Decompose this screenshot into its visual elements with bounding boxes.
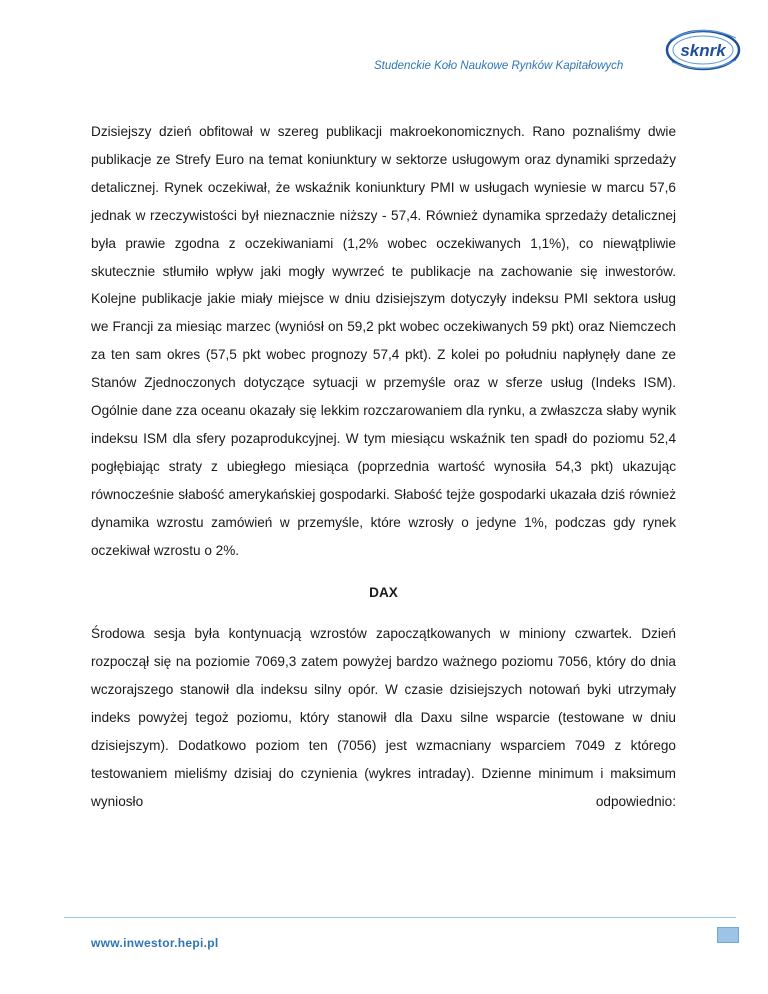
footer-divider xyxy=(64,917,736,918)
section-heading-dax: DAX xyxy=(369,584,398,600)
page-number-box xyxy=(717,927,739,943)
paragraph-dax: Środowa sesja była kontynuacją wzrostów zapoczątkowanych w miniony czwartek. Dzień rozpoczął się na poziomie 7069,3 zatem powyżej bardzo ważnego poziomu 7056, który do dnia wczorajszego stanowił dla indeksu silny opór. W czasie dzisiejszych notowań byki utrzymały indeks powyżej tegoż poziomu, który stanowił dla Daxu silne wsparcie (testowane w dniu dzisiejszym). Dodatkowo poziom ten (7056) jest wzmacniany wsparciem 7049 z którego testowaniem mieliśmy dzisiaj do czynienia (wykres intraday). Dzienne minimum i maksimum wyniosło odpowiednio: xyxy=(91,626,676,809)
footer-url[interactable]: www.inwestor.hepi.pl xyxy=(91,936,219,950)
paragraph-macro: Dzisiejszy dzień obfitował w szereg publikacji makroekonomicznych. Rano poznaliśmy dwie publikacje ze Strefy Euro na temat koniunktury w sektorze usługowym oraz dynamiki sprzedaży detalicznej. Rynek oczekiwał, że wskaźnik koniunktury PMI w usługach wyniesie w marcu 57,6 jednak w rzeczywistości był nieznacznie niższy - 57,4. Również dynamika sprzedaży detalicznej była prawie zgodna z oczekiwaniami (1,2% wobec oczekiwanych 1,1%), co niewątpliwie skutecznie stłumiło wpływ jaki mogły wywrzeć te publikacje na zachowanie się inwestorów. Kolejne publikacje jakie miały miejsce w dniu dzisiejszym dotyczyły indeksu PMI sektora usług we Francji za miesiąc marzec (wyniósł on 59,2 pkt wobec oczekiwanych 59 pkt) oraz Niemczech za ten sam okres (57,5 pkt wobec prognozy 57,4 pkt). Z kolei po południu napłynęły dane ze Stanów Zjednoczonych dotyczące sytuacji w przemyśle oraz w sferze usług (Indeks ISM). Ogólnie dane zza oceanu okazały się lekkim rozczarowaniem dla rynku, a zwłaszcza słaby wynik indeksu ISM dla sfery pozaprodukcyjnej. W tym miesiącu wskaźnik ten spadł do poziomu 52,4 pogłębiając straty z ubiegłego miesiąca (poprzednia wartość wynosiła 54,3 pkt) ukazując równocześnie słabość amerykańskiej gospodarki. Słabość tejże gospodarki ukazała dziś również dynamika wzrostu zamówień w przemyśle, które wzrosły o jedyne 1%, podczas gdy rynek oczekiwał wzrostu o 2%. xyxy=(91,124,676,558)
logo-text: sknrk xyxy=(680,41,726,60)
document-body xyxy=(91,118,676,816)
sknrk-logo xyxy=(662,20,744,76)
header-title: Studenckie Koło Naukowe Rynków Kapitałowych xyxy=(374,60,624,72)
